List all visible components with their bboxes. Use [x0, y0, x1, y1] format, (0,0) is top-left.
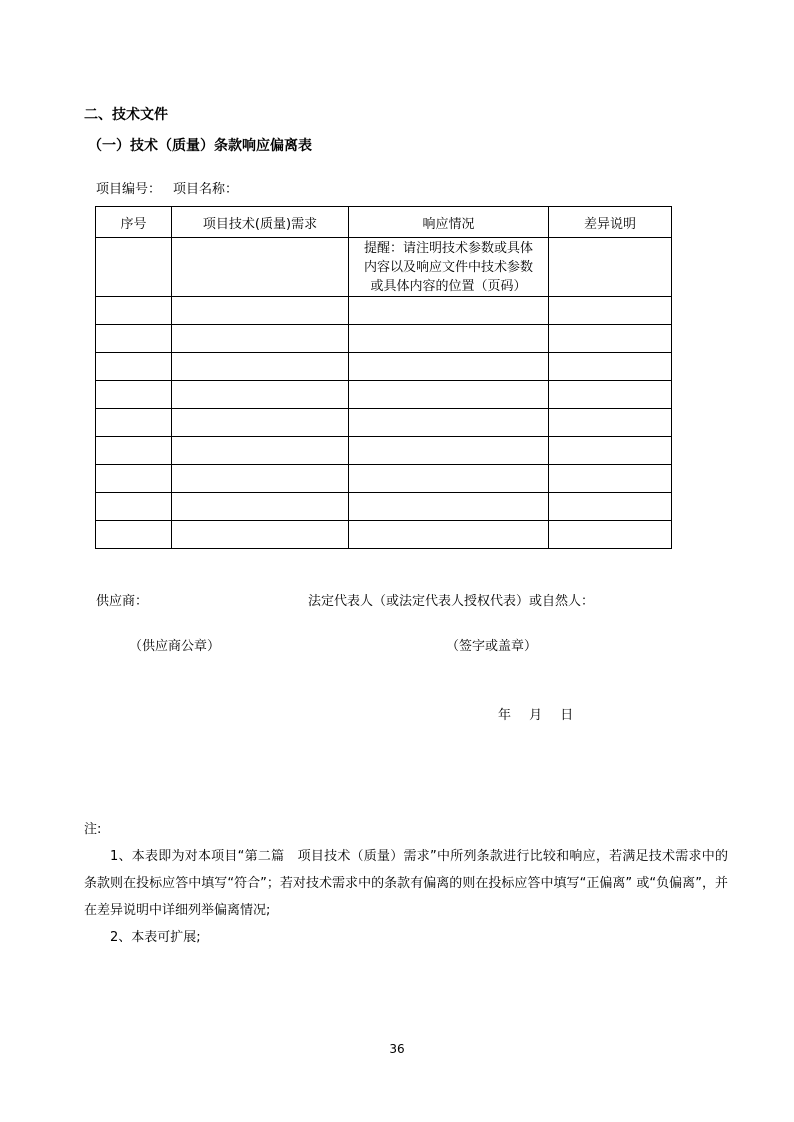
table-cell[interactable] — [349, 297, 549, 325]
table-cell[interactable] — [172, 381, 349, 409]
table-cell[interactable] — [549, 297, 672, 325]
table-cell[interactable] — [172, 465, 349, 493]
project-no-label: 项目编号： — [96, 182, 162, 197]
table-cell[interactable] — [549, 238, 672, 297]
note-item-1: 1、本表即为对本项目“第二篇 项目技术（质量）需求”中所列条款进行比较和响应，若满足技术需求中的条款则在投标应答中填写“符合”；若对技术需求中的条款有偏离的则在投标应答中填写“正偏离” 或“负偏离”，并在差异说明中详细列举偏离情况; — [84, 849, 728, 918]
table-cell[interactable] — [349, 437, 549, 465]
table-row — [96, 465, 672, 493]
table-cell[interactable] — [549, 521, 672, 549]
table-cell[interactable] — [172, 325, 349, 353]
sign-or-seal-note: （签字或盖章） — [446, 639, 538, 654]
supplier-label: 供应商： — [96, 594, 149, 609]
table-cell[interactable] — [172, 297, 349, 325]
table-cell[interactable] — [96, 353, 172, 381]
header-requirement: 项目技术(质量)需求 — [172, 207, 349, 238]
table-cell[interactable] — [349, 409, 549, 437]
hint-line: 提醒：请注明技术参数或具体 — [363, 240, 533, 256]
page-number: 36 — [389, 1042, 405, 1056]
table-cell[interactable] — [96, 437, 172, 465]
table-cell[interactable] — [549, 409, 672, 437]
table-cell[interactable] — [172, 437, 349, 465]
table-cell[interactable] — [172, 409, 349, 437]
table-row — [96, 493, 672, 521]
table-row — [96, 381, 672, 409]
table-cell[interactable] — [549, 437, 672, 465]
hint-line: 内容以及响应文件中技术参数 — [363, 259, 533, 275]
project-meta — [96, 178, 238, 197]
table-cell[interactable] — [96, 521, 172, 549]
table-cell[interactable] — [96, 325, 172, 353]
table-cell[interactable] — [172, 353, 349, 381]
section-title: 二、技术文件 — [84, 107, 168, 123]
table-cell[interactable] — [549, 493, 672, 521]
notes-heading: 注: — [84, 822, 102, 837]
table-cell[interactable] — [96, 409, 172, 437]
supplier-seal-note: （供应商公章） — [129, 639, 221, 654]
table-row — [96, 353, 672, 381]
table-cell[interactable] — [96, 381, 172, 409]
table-cell[interactable] — [549, 381, 672, 409]
table-cell[interactable] — [172, 238, 349, 297]
table-row — [96, 409, 672, 437]
table-row — [96, 238, 672, 297]
table-cell[interactable] — [172, 521, 349, 549]
header-response: 响应情况 — [349, 207, 549, 238]
table-cell[interactable] — [96, 465, 172, 493]
project-name-label: 项目名称： — [173, 182, 239, 197]
table-cell[interactable] — [96, 297, 172, 325]
table-cell[interactable] — [549, 325, 672, 353]
subsection-title: （一）技术（质量）条款响应偏离表 — [88, 138, 312, 154]
header-difference: 差异说明 — [549, 207, 672, 238]
table-header-row — [96, 207, 672, 238]
date-line: 年 月 日 — [498, 708, 574, 723]
table-cell[interactable] — [349, 381, 549, 409]
table-cell[interactable] — [549, 353, 672, 381]
note-item-2: 2、本表可扩展; — [110, 930, 201, 945]
table-cell[interactable] — [172, 493, 349, 521]
header-seq: 序号 — [96, 207, 172, 238]
deviation-table — [95, 206, 672, 549]
table-cell[interactable] — [349, 325, 549, 353]
table-row — [96, 521, 672, 549]
table-cell[interactable] — [96, 238, 172, 297]
table-cell[interactable] — [349, 521, 549, 549]
table-cell[interactable] — [549, 465, 672, 493]
table-cell[interactable] — [96, 493, 172, 521]
table-cell[interactable] — [349, 353, 549, 381]
table-row — [96, 437, 672, 465]
table-cell[interactable] — [349, 493, 549, 521]
table-row — [96, 325, 672, 353]
table-cell[interactable] — [349, 465, 549, 493]
legal-rep-label: 法定代表人（或法定代表人授权代表）或自然人： — [308, 594, 595, 609]
hint-line: 或具体内容的位置（页码） — [370, 278, 527, 294]
response-hint-cell[interactable] — [349, 238, 549, 297]
table-row — [96, 297, 672, 325]
